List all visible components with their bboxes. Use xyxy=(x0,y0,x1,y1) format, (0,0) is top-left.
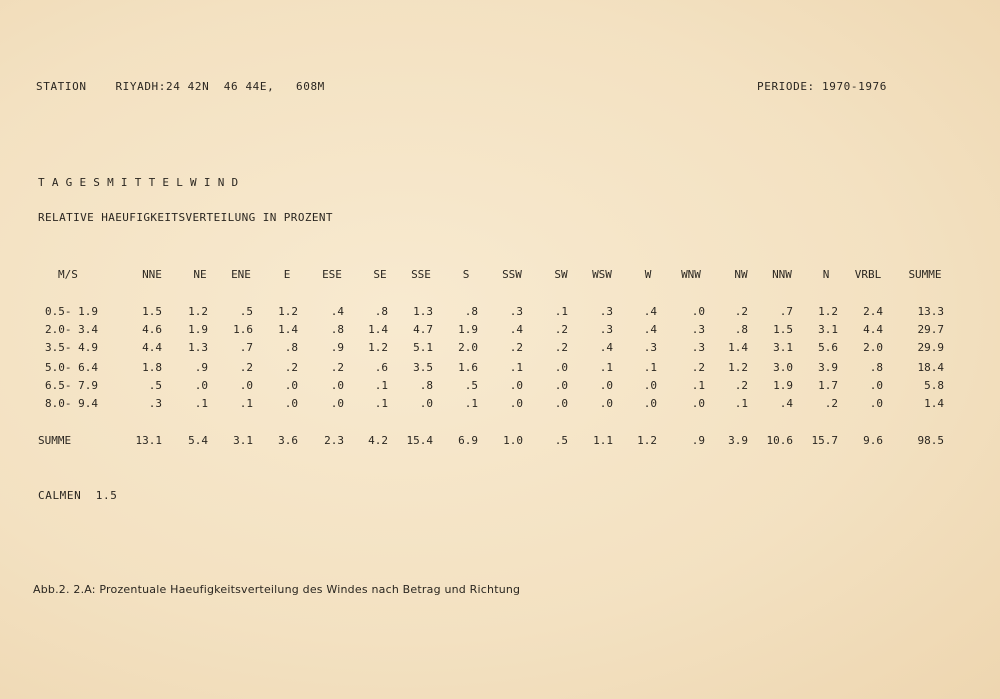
table-cell: .0 xyxy=(643,379,657,392)
row-label: 2.0- 3.4 xyxy=(45,323,98,336)
column-header-sse: SSE xyxy=(411,268,431,281)
table-cell: 1.3 xyxy=(188,341,208,354)
column-header-vrbl: VRBL xyxy=(854,268,882,281)
table-cell: 1.2 xyxy=(188,305,208,318)
table-cell: .4 xyxy=(779,397,793,410)
column-header-ne: NE xyxy=(193,268,207,281)
table-cell: .4 xyxy=(643,305,657,318)
total-cell: 5.4 xyxy=(188,434,208,447)
table-cell: .4 xyxy=(599,341,613,354)
table-cell: .1 xyxy=(599,361,613,374)
table-cell: 5.6 xyxy=(818,341,838,354)
station-header: STATION RIYADH:24 42N 46 44E, 608M xyxy=(36,80,325,93)
row-label: 8.0- 9.4 xyxy=(45,397,98,410)
table-cell: .1 xyxy=(374,379,388,392)
table-cell: .8 xyxy=(330,323,344,336)
table-cell: .1 xyxy=(643,361,657,374)
column-header-wnw: WNW xyxy=(681,268,701,281)
total-cell: 4.2 xyxy=(368,434,388,447)
table-cell: .8 xyxy=(464,305,478,318)
table-cell: .1 xyxy=(239,397,253,410)
table-cell: 4.6 xyxy=(142,323,162,336)
table-cell: .8 xyxy=(374,305,388,318)
table-cell: 1.2 xyxy=(368,341,388,354)
total-cell: 13.1 xyxy=(135,434,162,447)
table-cell: .0 xyxy=(284,397,298,410)
table-cell: .4 xyxy=(509,323,523,336)
total-cell: 2.3 xyxy=(324,434,344,447)
table-cell: .4 xyxy=(643,323,657,336)
table-cell: .3 xyxy=(691,323,705,336)
table-cell: .3 xyxy=(599,323,613,336)
total-row-label: SUMME xyxy=(38,434,72,447)
column-header-nw: NW xyxy=(734,268,748,281)
table-cell: .1 xyxy=(554,305,568,318)
table-cell: 5.8 xyxy=(924,379,944,392)
table-cell: .0 xyxy=(554,397,568,410)
table-cell: 1.9 xyxy=(773,379,793,392)
total-cell: 3.1 xyxy=(233,434,253,447)
table-cell: .0 xyxy=(643,397,657,410)
table-cell: .0 xyxy=(691,305,705,318)
column-header-ssw: SSW xyxy=(502,268,522,281)
table-cell: 1.6 xyxy=(458,361,478,374)
row-label: 3.5- 4.9 xyxy=(45,341,98,354)
table-cell: .1 xyxy=(464,397,478,410)
table-cell: .2 xyxy=(330,361,344,374)
table-cell: .2 xyxy=(734,379,748,392)
document-subtitle: RELATIVE HAEUFIGKEITSVERTEILUNG IN PROZENT xyxy=(38,211,333,224)
total-cell: 10.6 xyxy=(766,434,793,447)
table-cell: .5 xyxy=(239,305,253,318)
table-cell: .1 xyxy=(374,397,388,410)
table-cell: 4.4 xyxy=(142,341,162,354)
table-cell: .7 xyxy=(239,341,253,354)
total-cell: 1.0 xyxy=(503,434,523,447)
total-cell: 1.1 xyxy=(593,434,613,447)
column-header-summe: SUMME xyxy=(908,268,942,281)
table-cell: .8 xyxy=(734,323,748,336)
table-cell: 2.4 xyxy=(863,305,883,318)
table-cell: 1.4 xyxy=(368,323,388,336)
table-cell: .0 xyxy=(509,379,523,392)
table-cell: 2.0 xyxy=(863,341,883,354)
table-cell: 1.4 xyxy=(278,323,298,336)
table-cell: 1.9 xyxy=(188,323,208,336)
total-cell: 9.6 xyxy=(863,434,883,447)
table-cell: .3 xyxy=(148,397,162,410)
table-cell: 3.0 xyxy=(773,361,793,374)
table-cell: 13.3 xyxy=(917,305,944,318)
table-cell: .0 xyxy=(284,379,298,392)
row-label: 5.0- 6.4 xyxy=(45,361,98,374)
total-cell: 15.7 xyxy=(811,434,838,447)
column-header-ese: ESE xyxy=(322,268,342,281)
table-cell: .0 xyxy=(599,397,613,410)
table-cell: 5.1 xyxy=(413,341,433,354)
table-cell: 1.8 xyxy=(142,361,162,374)
table-cell: 2.0 xyxy=(458,341,478,354)
column-header-e: E xyxy=(283,268,291,281)
table-cell: .1 xyxy=(734,397,748,410)
table-cell: 29.7 xyxy=(917,323,944,336)
table-cell: .2 xyxy=(554,341,568,354)
table-cell: .0 xyxy=(554,379,568,392)
table-cell: .2 xyxy=(284,361,298,374)
table-cell: 18.4 xyxy=(917,361,944,374)
column-header-wsw: WSW xyxy=(592,268,612,281)
table-cell: .3 xyxy=(599,305,613,318)
table-cell: .5 xyxy=(148,379,162,392)
table-cell: .0 xyxy=(869,379,883,392)
table-cell: .0 xyxy=(554,361,568,374)
row-label: 6.5- 7.9 xyxy=(45,379,98,392)
table-cell: 1.2 xyxy=(278,305,298,318)
table-corner-label: M/S xyxy=(58,268,78,281)
column-header-w: W xyxy=(644,268,652,281)
table-cell: .2 xyxy=(734,305,748,318)
table-cell: 1.4 xyxy=(924,397,944,410)
table-cell: .0 xyxy=(330,397,344,410)
table-cell: .0 xyxy=(239,379,253,392)
table-cell: 29.9 xyxy=(917,341,944,354)
table-cell: 1.6 xyxy=(233,323,253,336)
column-header-nne: NNE xyxy=(142,268,162,281)
column-header-nnw: NNW xyxy=(772,268,792,281)
table-cell: .4 xyxy=(330,305,344,318)
table-cell: .0 xyxy=(194,379,208,392)
table-cell: .2 xyxy=(554,323,568,336)
table-cell: .9 xyxy=(330,341,344,354)
total-cell: 15.4 xyxy=(406,434,433,447)
table-cell: .0 xyxy=(419,397,433,410)
total-cell: 3.9 xyxy=(728,434,748,447)
table-cell: 3.5 xyxy=(413,361,433,374)
table-cell: .2 xyxy=(691,361,705,374)
table-cell: 1.7 xyxy=(818,379,838,392)
table-cell: 3.1 xyxy=(773,341,793,354)
table-cell: .0 xyxy=(691,397,705,410)
calmen-value: CALMEN 1.5 xyxy=(38,489,118,502)
document-title: TAGESMITTELWIND xyxy=(38,176,246,189)
table-cell: .8 xyxy=(869,361,883,374)
table-cell: .0 xyxy=(509,397,523,410)
table-cell: 1.2 xyxy=(728,361,748,374)
column-header-ene: ENE xyxy=(231,268,251,281)
column-header-sw: SW xyxy=(554,268,568,281)
total-cell: 6.9 xyxy=(458,434,478,447)
table-cell: 4.7 xyxy=(413,323,433,336)
table-cell: 3.1 xyxy=(818,323,838,336)
table-cell: .7 xyxy=(779,305,793,318)
table-cell: .3 xyxy=(643,341,657,354)
row-label: 0.5- 1.9 xyxy=(45,305,98,318)
table-cell: .6 xyxy=(374,361,388,374)
table-cell: .1 xyxy=(509,361,523,374)
table-cell: .5 xyxy=(464,379,478,392)
table-cell: .0 xyxy=(599,379,613,392)
table-cell: .9 xyxy=(194,361,208,374)
table-cell: .1 xyxy=(194,397,208,410)
period-header: PERIODE: 1970-1976 xyxy=(757,80,888,93)
table-cell: 1.5 xyxy=(142,305,162,318)
column-header-se: SE xyxy=(373,268,387,281)
total-cell: 3.6 xyxy=(278,434,298,447)
table-cell: .2 xyxy=(824,397,838,410)
table-cell: 3.9 xyxy=(818,361,838,374)
table-cell: .8 xyxy=(419,379,433,392)
table-cell: 1.3 xyxy=(413,305,433,318)
table-cell: .0 xyxy=(869,397,883,410)
table-cell: 1.4 xyxy=(728,341,748,354)
total-cell: 98.5 xyxy=(917,434,944,447)
table-cell: .3 xyxy=(691,341,705,354)
column-header-s: S xyxy=(462,268,470,281)
table-cell: 1.2 xyxy=(818,305,838,318)
table-cell: .0 xyxy=(330,379,344,392)
table-cell: 1.5 xyxy=(773,323,793,336)
table-cell: 1.9 xyxy=(458,323,478,336)
total-cell: .9 xyxy=(691,434,705,447)
table-cell: .2 xyxy=(239,361,253,374)
table-cell: .2 xyxy=(509,341,523,354)
table-cell: 4.4 xyxy=(863,323,883,336)
total-cell: 1.2 xyxy=(637,434,657,447)
total-cell: .5 xyxy=(554,434,568,447)
table-cell: .8 xyxy=(284,341,298,354)
figure-caption: Abb.2. 2.A: Prozentuale Haeufigkeitsverteilung des Windes nach Betrag und Richtung xyxy=(33,583,521,596)
table-cell: .3 xyxy=(509,305,523,318)
column-header-n: N xyxy=(822,268,830,281)
table-cell: .1 xyxy=(691,379,705,392)
